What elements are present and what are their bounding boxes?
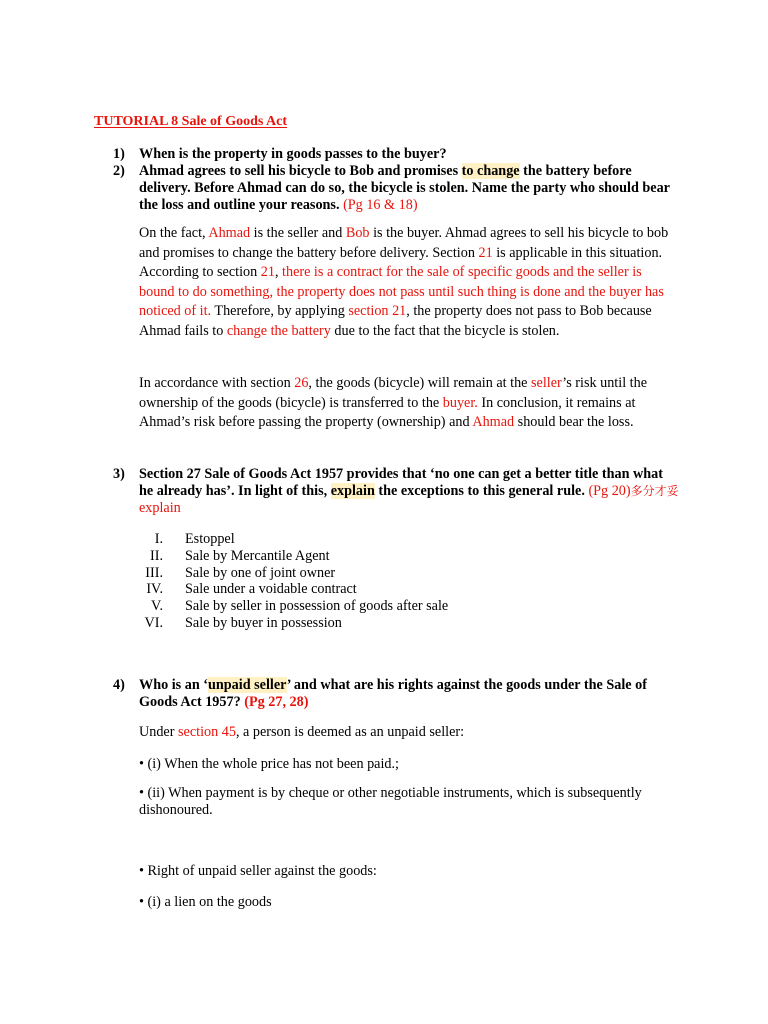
answer-2-paragraph-1: On the fact, Ahmad is the seller and Bob is the buyer. Ahmad agrees to sell his bicycle to bob and promises to change the battery before delivery. Section 21 is applicable in this situation. According to section 21, there is a contract for the sale of specific goods and the seller is bound to do something, the property does not pass until such thing is done and the buyer has noticed of it. Therefore, by applying section 21, the property does not pass to Bob because Ahmad fails to change the battery due to the fact that the bicycle is stolen. bbox=[139, 225, 669, 339]
page-reference: (Pg 20)多分才妥 explain bbox=[139, 483, 679, 516]
question-text: When is the property in goods passes to the buyer? bbox=[139, 146, 447, 162]
bullet-item: • (i) a lien on the goods bbox=[139, 894, 272, 910]
question-number: 4) bbox=[113, 677, 125, 693]
question-number: 2) bbox=[113, 163, 125, 179]
page-reference: (Pg 27, 28) bbox=[244, 694, 309, 710]
question-number: 1) bbox=[113, 146, 125, 162]
question-text: Ahmad agrees to sell his bicycle to Bob and promises to change the battery before delivery. Before Ahmad can do so, the bicycle is stolen. Name the party who should bear the loss and outline your reasons. (Pg 16 & 18) bbox=[139, 163, 670, 213]
question-number: 3) bbox=[113, 466, 125, 482]
section-quote: there is a contract for the sale of specific goods and the seller is bound to do something, the property does not pass until such thing is done and the buyer has noticed of it. bbox=[139, 264, 664, 319]
tutorial-title: TUTORIAL 8 Sale of Goods Act bbox=[94, 114, 288, 129]
highlighted-text: unpaid seller bbox=[207, 677, 287, 693]
highlighted-text: to change bbox=[461, 163, 520, 179]
answer-2-paragraph-2: In accordance with section 26, the goods (bicycle) will remain at the seller’s risk until the ownership of the goods (bicycle) is transferred to the buyer. In conclusion, it remains at Ahmad’s risk before passing the property (ownership) and Ahmad should bear the loss. bbox=[139, 375, 648, 430]
question-text: Who is an ‘unpaid seller’ and what are his rights against the goods under the Sale of Goods Act 1957? (Pg 27, 28) bbox=[139, 677, 647, 710]
bullet-item: • (i) When the whole price has not been paid.; bbox=[139, 756, 399, 772]
answer-4-intro: Under section 45, a person is deemed as an unpaid seller: bbox=[139, 724, 465, 740]
bullet-item: • (ii) When payment is by cheque or other negotiable instruments, which is subsequently dishonoured. bbox=[139, 785, 642, 818]
bullet-item: • Right of unpaid seller against the goods: bbox=[139, 863, 377, 879]
highlighted-text: explain bbox=[330, 483, 375, 499]
document-page: TUTORIAL 8 Sale of Goods Act 1) When is the property in goods passes to the buyer? 2) Ahmad agrees to sell his bicycle to Bob and promises to change the battery before delivery. Before Ahmad can do so, the bicycle is stolen. Name the party who should bear the loss and outline your reasons. (Pg 16 & 18) On the fact, Ahmad is the seller and Bob is the buyer. Ahmad agrees to sell his bicycle to bob and promises to change the battery before delivery. Section 21 is applicable in this situation. According to section 21, there is a contract for the sale of specific goods and the seller is bound to do something, the property does not pass until such thing is done and the buyer has noticed of it. Therefore, by applying section 21, the property does not pass to Bob because Ahmad fails to change the battery due to the fact that the bicycle is stolen. In accordance with section 26, the goods (bicycle) will remain at the seller’s risk until the ownership of the goods (bicycle) is transferred to the buyer. In conclusion, it remains at Ahmad’s risk before passing the property (ownership) and Ahmad should bear the loss. 3) Section 27 Sale of Goods Act 1957 provides that ‘no one can get a better title than what he already has’. In light of this, explain the exceptions to this general rule. (Pg 20)多分才妥 explain I. Estoppel II. Sale by Mercantile Agent III. Sale by one of joint owner IV. Sale under a voidable contract V. Sale by seller in possession of goods after sale VI. Sale by buyer in possession 4) Who is an ‘unpaid seller’ and what are his rights against the goods under the Sale of Goods Act 1957? (Pg 27, 28) Under section 45, a person is deemed as an unpaid seller: • (i) When the whole price has not been paid.; • (ii) When payment is by cheque or other negotiable instruments, which is subsequently dishonoured. • Right of unpaid seller against the goods: • (i) a lien on the goods bbox=[0, 0, 768, 1024]
page-reference: (Pg 16 & 18) bbox=[343, 197, 418, 213]
question-text: Section 27 Sale of Goods Act 1957 provides that ‘no one can get a better title than what he already has’. In light of this, explain the exceptions to this general rule. (Pg 20)多分才妥 explain bbox=[139, 466, 679, 516]
